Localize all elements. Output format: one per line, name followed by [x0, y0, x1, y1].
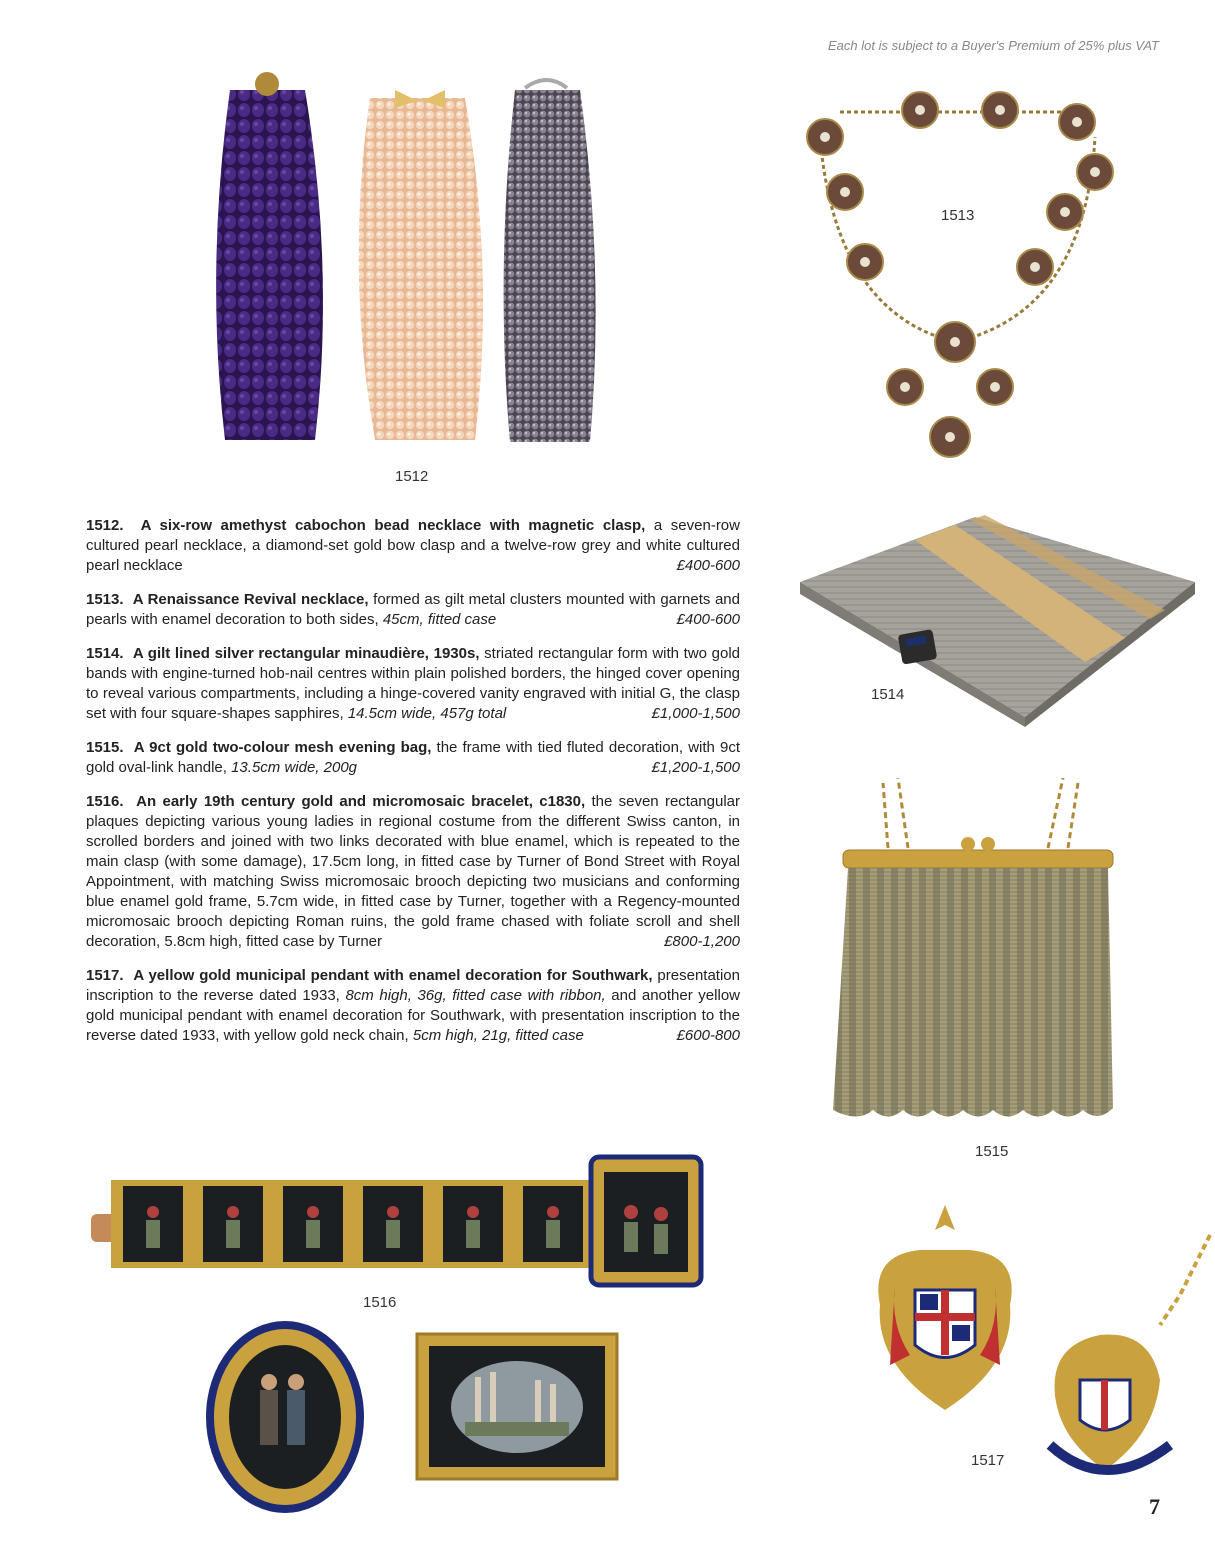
caption-1513: 1513: [941, 207, 975, 224]
lot-dimensions: 45cm, fitted case: [382, 611, 497, 628]
caption-1516: 1516: [363, 1294, 397, 1311]
lot-estimate: £400-600: [676, 611, 740, 628]
caption-1515: 1515: [975, 1143, 1009, 1160]
lot-title: A 9ct gold two-colour mesh evening bag,: [133, 739, 432, 756]
caption-1517: 1517: [971, 1452, 1005, 1469]
lot-1514-minaudiere-image: [795, 512, 1200, 727]
lot-dimensions: 8cm high, 36g, fitted case with ribbon,: [345, 987, 606, 1004]
lot-estimate: £1,000-1,500: [651, 705, 740, 722]
lot-estimate: £1,200-1,500: [651, 759, 740, 776]
caption-1514: 1514: [871, 686, 905, 703]
page-number: 7: [1149, 1494, 1160, 1519]
lot-dimensions-second: 5cm high, 21g, fitted case: [412, 1027, 584, 1044]
lot-1514-description: [86, 644, 740, 724]
caption-1512: 1512: [395, 468, 429, 485]
lot-number: 1514.: [86, 645, 124, 662]
lot-dimensions: 13.5cm wide, 200g: [231, 759, 358, 776]
lot-1513-description: [86, 590, 740, 630]
lot-body: presentation inscription to the reverse dated 1933,: [86, 967, 740, 1004]
lot-number: 1512.: [86, 517, 124, 534]
lot-dimensions: 14.5cm wide, 457g total: [347, 705, 507, 722]
lot-body: the frame with tied fluted decoration, with 9ct gold oval-link handle,: [86, 739, 740, 776]
lot-1516-roman-ruins-brooch-image: [415, 1332, 620, 1482]
lot-1512-necklaces-image: [195, 70, 615, 460]
lot-1516-musicians-brooch-image: [205, 1320, 365, 1515]
lot-title: A yellow gold municipal pendant with enamel decoration for Southwark,: [133, 967, 653, 984]
buyers-premium-note: Each lot is subject to a Buyer's Premium of 25% plus VAT: [828, 38, 1159, 53]
lot-title: A Renaissance Revival necklace,: [132, 591, 369, 608]
lot-1513-necklace-image: [795, 82, 1125, 467]
lot-body: striated rectangular form with two gold bands with engine-turned hob-nail centres within plain polished borders, the hinged cover opening to reveal various compartments, including a hinge-covered vanity engraved with initial G, the clasp set with four square-shapes sapphires,: [86, 645, 741, 722]
lot-estimate: £400-600: [676, 557, 740, 574]
lot-1512-description: [86, 516, 740, 576]
lot-body: formed as gilt metal clusters mounted with garnets and pearls with enamel decoration to both sides,: [86, 591, 740, 628]
lot-estimate: £800-1,200: [664, 933, 740, 950]
lot-descriptions: [86, 516, 740, 1060]
lot-1517-pendants-image: [850, 1195, 1215, 1495]
lot-1516-description: [86, 792, 740, 952]
lot-number: 1515.: [86, 739, 124, 756]
lot-title: An early 19th century gold and micromosaic bracelet, c1830,: [136, 793, 586, 810]
lot-estimate: £600-800: [676, 1027, 740, 1044]
lot-1515-mesh-bag-image: [828, 778, 1128, 1123]
lot-body: a seven-row cultured pearl necklace, a diamond-set gold bow clasp and a twelve-row grey and white cultured pearl necklace: [86, 517, 740, 574]
lot-body-continued: and another yellow gold municipal pendant with enamel decoration for Southwark, with presentation inscription to the reverse dated 1933, with yellow gold neck chain,: [86, 987, 740, 1044]
lot-title: A gilt lined silver rectangular minaudière, 1930s,: [132, 645, 480, 662]
lot-number: 1516.: [86, 793, 124, 810]
lot-body: the seven rectangular plaques depicting various young ladies in regional costume from the different Swiss canton, in scrolled borders and joined with two links decorated with blue enamel, which is repeated to the main clasp (with some damage), 17.5cm long, in fitted case by Turner of Bond Street with Royal Appointment, with matching Swiss micromosaic brooch depicting two musicians and conforming blue enamel gold frame, 5.7cm wide, in fitted case by Turner, together with a Regency-mounted micromosaic brooch depicting Roman ruins, the gold frame chased with foliate scroll and shell decoration, 5.8cm high, fitted case by Turner: [86, 793, 740, 950]
lot-1517-description: [86, 966, 740, 1046]
lot-1516-bracelet-image: [86, 1152, 706, 1292]
lot-title: A six-row amethyst cabochon bead necklace with magnetic clasp,: [140, 517, 646, 534]
lot-number: 1513.: [86, 591, 124, 608]
lot-1515-description: [86, 738, 740, 778]
lot-number: 1517.: [86, 967, 124, 984]
